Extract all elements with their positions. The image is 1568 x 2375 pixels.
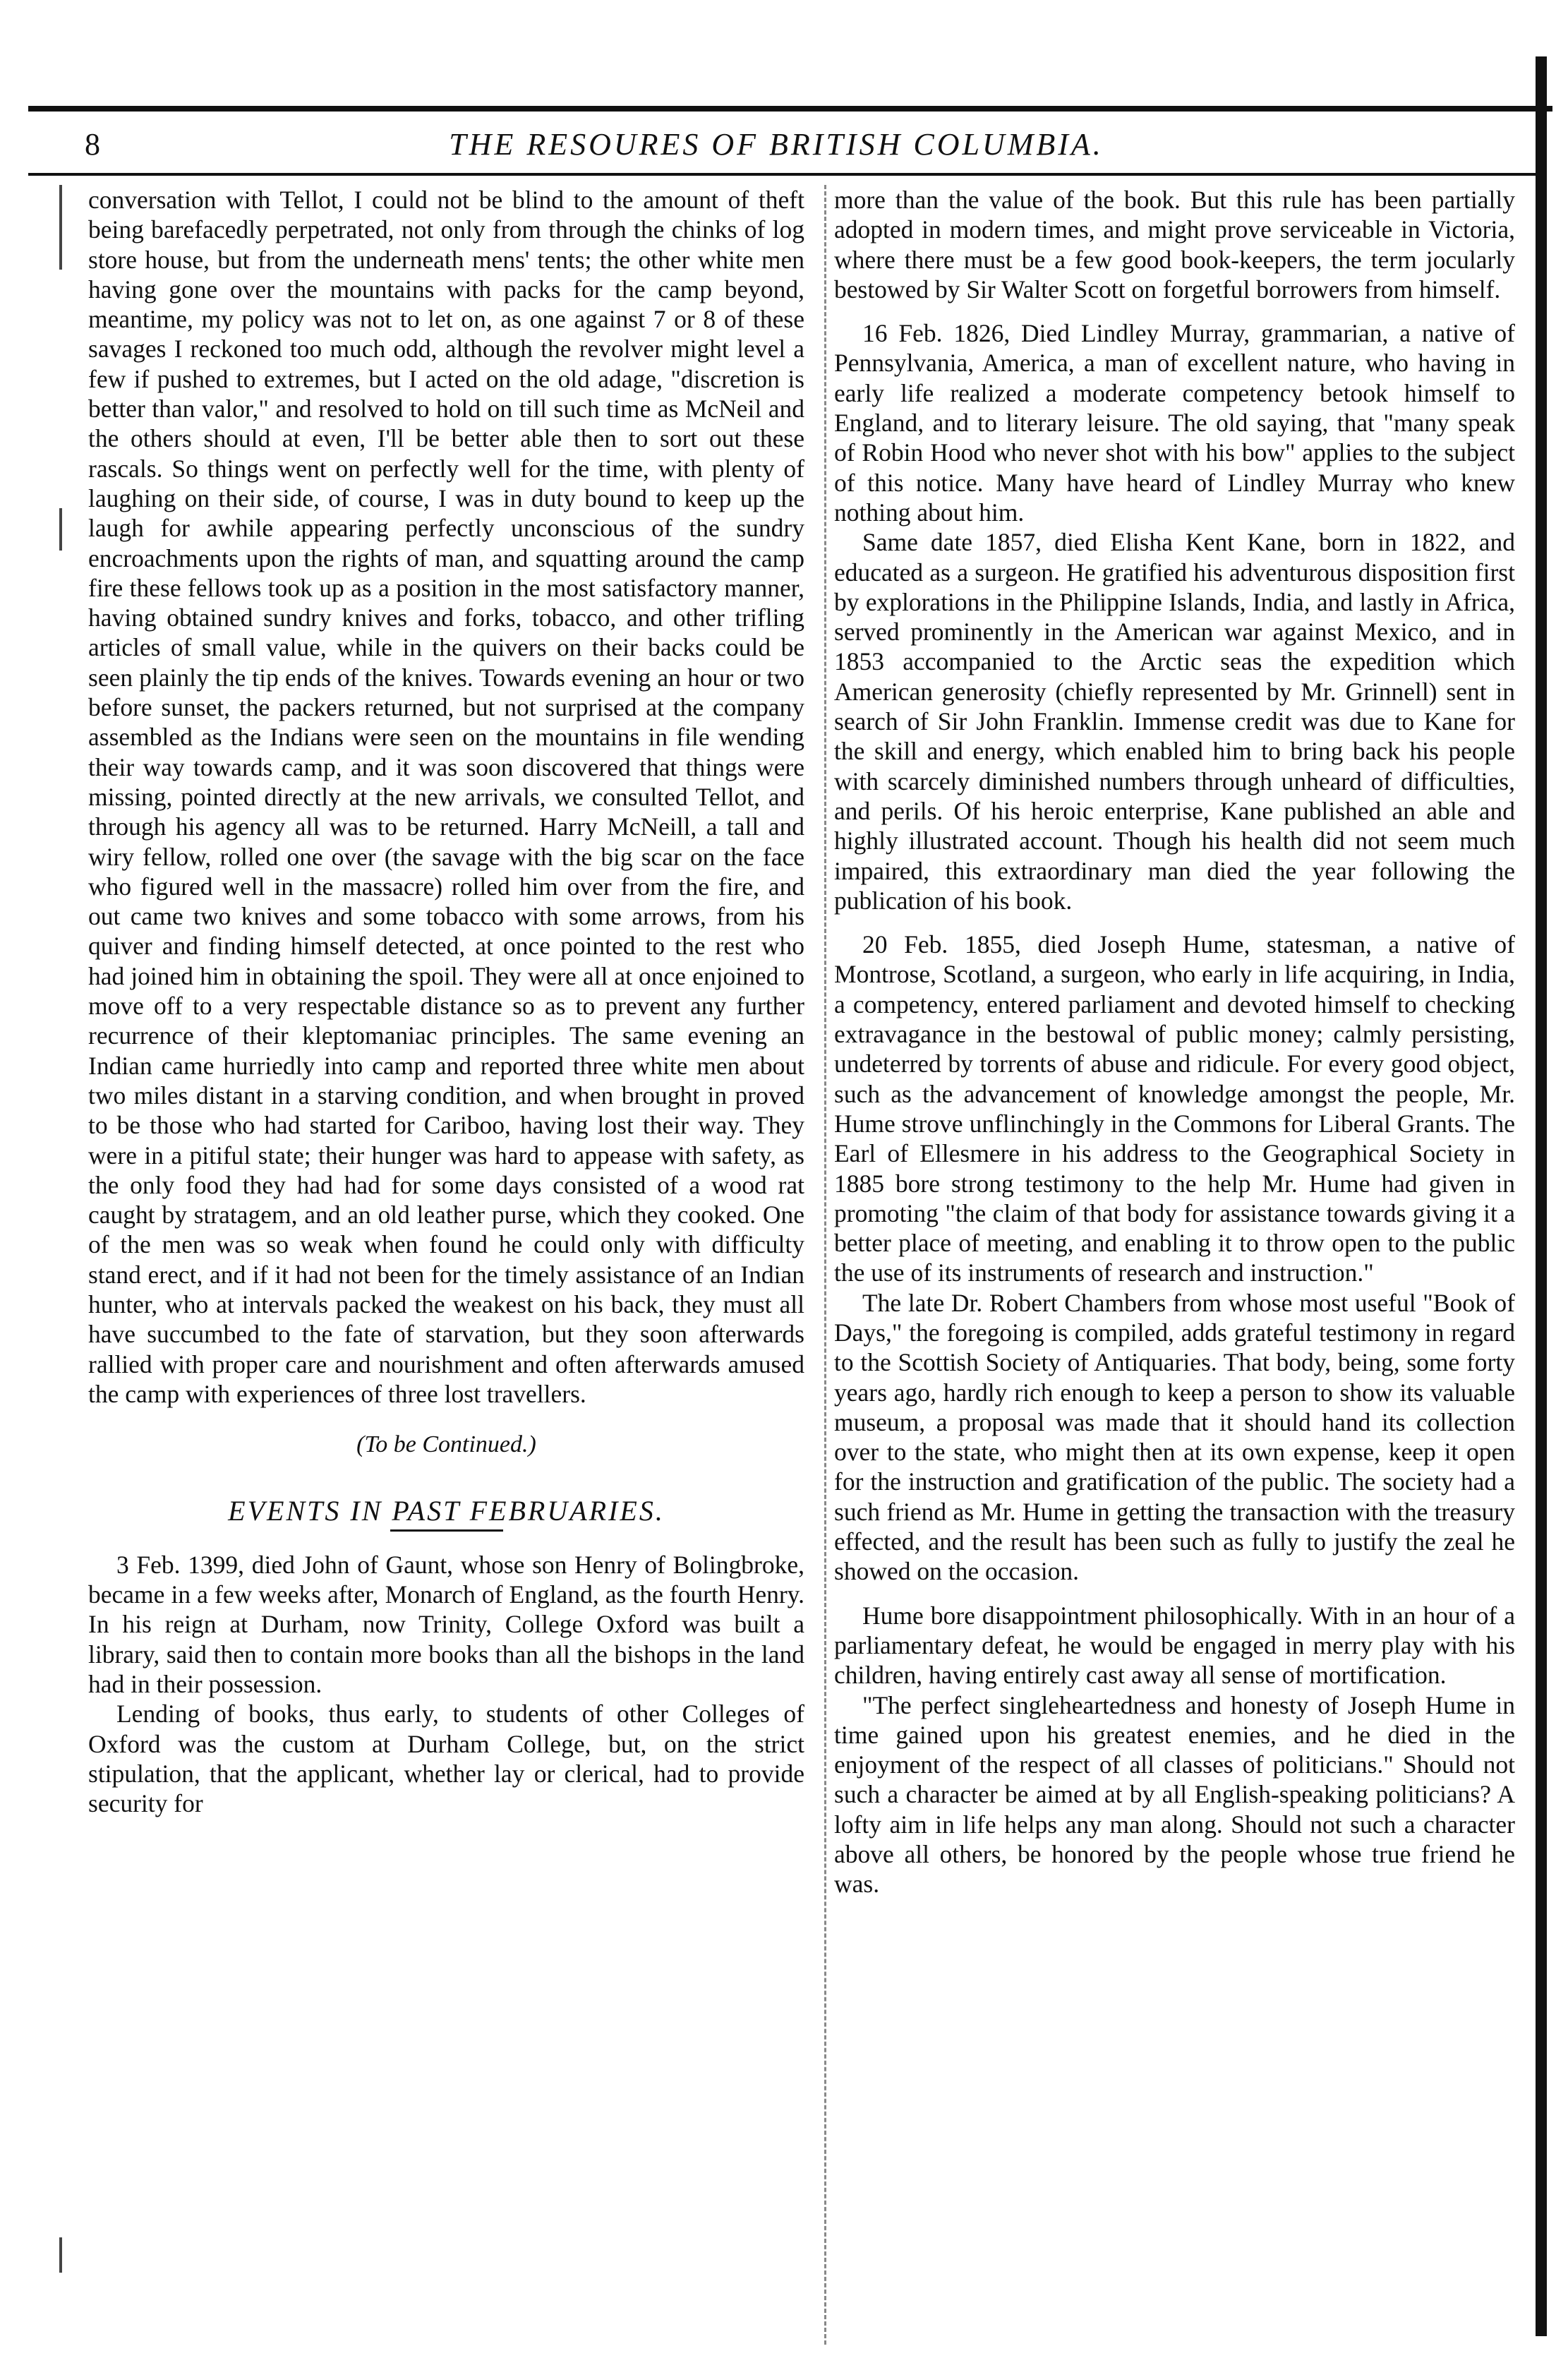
page-number: 8 xyxy=(85,127,100,162)
article-paragraph: Same date 1857, died Elisha Kent Kane, born in 1822, and educated as a surgeon. He gratified his adventurous disposition first by explorations in the Philippine Islands, India, and lastly in Africa, served prominently in the American war against Mexico, and in 1853 accompanied to the Arctic seas the expedition which American generosity (chiefly represented by Mr. Grinnell) sent in search of Sir John Franklin. Immense credit was due to Kane for the skill and energy, which enabled him to bring back his people with scarcely diminished numbers through unheard of difficulties, and perils. Of his heroic enterprise, Kane published an able and highly illustrated account. Though his health did not seem much impaired, this extraordinary man died the year following the publication of his book. xyxy=(834,528,1515,915)
column-divider xyxy=(824,185,826,2345)
section-rule xyxy=(390,1529,503,1532)
right-edge-bar xyxy=(1536,56,1547,2336)
page-header xyxy=(28,120,1524,169)
section-title: EVENTS IN PAST FEBRUARIES. xyxy=(228,1495,665,1527)
running-title: THE RESOURES OF BRITISH COLUMBIA. xyxy=(449,127,1104,162)
article-paragraph: "The perfect singleheartedness and honesty of Joseph Hume in time gained upon his greatest enemies, and he died in the enjoyment of the respect of all classes of politicians." Should not such a character be aimed at by all English-speaking politicians? A lofty aim in life helps any man along. Should not such a character above all others, be honored by the people whose true friend he was. xyxy=(834,1690,1515,1899)
left-column xyxy=(88,185,804,1818)
margin-mark xyxy=(59,2237,62,2273)
article-paragraph: 16 Feb. 1826, Died Lindley Murray, grammarian, a native of Pennsylvania, America, a man of excellent nature, who having in early life realized a moderate competency betook himself to England, and to literary leisure. The old saying, that "many speak of Robin Hood who never shot with his bow" applies to the subject of this notice. Many have heard of Lindley Murray who knew nothing about him. xyxy=(834,319,1515,527)
margin-mark xyxy=(59,508,62,551)
continued-note: (To be Continued.) xyxy=(356,1431,536,1458)
article-paragraph: more than the value of the book. But this rule has been partially adopted in modern times, and might prove serviceable in Victoria, where there must be a few good book-keepers, the term jocularly bestowed by Sir Walter Scott on forgetful borrowers from himself. xyxy=(834,186,1515,303)
article-paragraph: The late Dr. Robert Chambers from whose most useful "Book of Days," the foregoing is compiled, adds grateful testimony in regard to the Scottish Society of Antiquaries. That body, being, some forty years ago, hardly rich enough to keep a person to show its valuable museum, a proposal was made that it should hand its collection over to the state, who might then at its own expense, keep it open for the instruction and gratification of the public. The society had a such friend as Mr. Hume in getting the transaction with the treasury effected, and the result has been such as fully to justify the zeal he showed on the occasion. xyxy=(834,1288,1515,1586)
top-rule xyxy=(28,106,1552,112)
article-paragraph: conversation with Tellot, I could not be blind to the amount of theft being barefacedly perpetrated, not only from through the chinks of log store house, but from the underneath mens' tents; the other white men having gone over the mountains with packs for the camp beyond, meantime, my policy was not to let on, as one against 7 or 8 of these savages I reckoned too much odd, although the revolver might level a few if pushed to extremes, but I acted on the old adage, "discretion is better than valor," and resolved to hold on till such time as McNeil and the others should at even, I'll be better able then to sort out these rascals. So things went on perfectly well for the time, with plenty of laughing on their side, of course, I was in duty bound to keep up the laugh for awhile appearing perfectly unconscious of the sundry encroachments upon the rights of man, and squatting around the camp fire these fellows took up as a position in the most satisfactory manner, having obtained sundry knives and forks, tobacco, and other trifling articles of small value, while in the quivers on their backs could be seen plainly the tip ends of the knives. Towards evening an hour or two before sunset, the packers returned, but not surprised at the company assembled as the Indians were seen on the mountains in file wending their way towards camp, and it was soon discovered that things were missing, pointed directly at the new arrivals, we consulted Tellot, and through his agency all was to be returned. Harry McNeill, a tall and wiry fellow, rolled one over (the savage with the big scar on the face who figured well in the massacre) rolled him over from the fire, and out came two knives and some tobacco with some arrows, from his quiver and finding himself detected, at once pointed to the rest who had joined him in obtaining the spoil. They were all at once enjoined to move off to a very respectable distance so as to prevent any further recurrence of their kleptomaniac principles. The same evening an Indian came hurriedly into camp and reported three white men about two miles distant in a starving condition, and when brought in proved to be those who had started for Cariboo, having lost their way. They were in a pitiful state; their hunger was hard to appease with safety, as the only food they had had for some days consisted of a wood rat caught by stratagem, and an old leather purse, which they cooked. One of the men was so weak when found he could only with difficulty stand erect, and if it had not been for the timely assistance of an Indian hunter, who at intervals packed the weakest on his back, they must all have succumbed to the fate of starvation, but they soon afterwards rallied with proper care and nourishment and often afterwards amused the camp with experiences of three lost travellers. xyxy=(88,186,804,1408)
right-column xyxy=(834,185,1515,1899)
article-paragraph: Hume bore disappointment philosophically. With in an hour of a parliamentary defeat, he would be engaged in merry play with his children, having entirely cast away all sense of mortification. xyxy=(834,1601,1515,1690)
header-rule xyxy=(28,173,1545,176)
section-paragraph: Lending of books, thus early, to students of other Colleges of Oxford was the custom at Durham College, but, on the strict stipulation, that the applicant, whether lay or clerical, had to provide security for xyxy=(88,1700,804,1818)
margin-mark xyxy=(59,185,62,270)
article-paragraph: 20 Feb. 1855, died Joseph Hume, statesman, a native of Montrose, Scotland, a surgeon, who early in life acquiring, in India, a competency, entered parliament and devoted himself to checking extravagance in the bestowal of public money; calmly persisting, undeterred by torrents of abuse and ridicule. For every good object, such as the advancement of knowledge amongst the people, Mr. Hume strove unflinchingly in the Commons for Liberal Grants. The Earl of Ellesmere in his address to the Geographical Society in 1885 bore strong testimony to the help Mr. Hume had given in promoting "the claim of that body for assistance towards giving it a better place of meeting, and enabling it to throw open to the public the use of its instruments of research and instruction." xyxy=(834,930,1515,1287)
section-paragraph: 3 Feb. 1399, died John of Gaunt, whose son Henry of Bolingbroke, became in a few weeks after, Monarch of England, as the fourth Henry. In his reign at Durham, now Trinity, College Oxford was built a library, said then to contain more books than all the bishops in the land had in their possession. xyxy=(88,1550,804,1698)
